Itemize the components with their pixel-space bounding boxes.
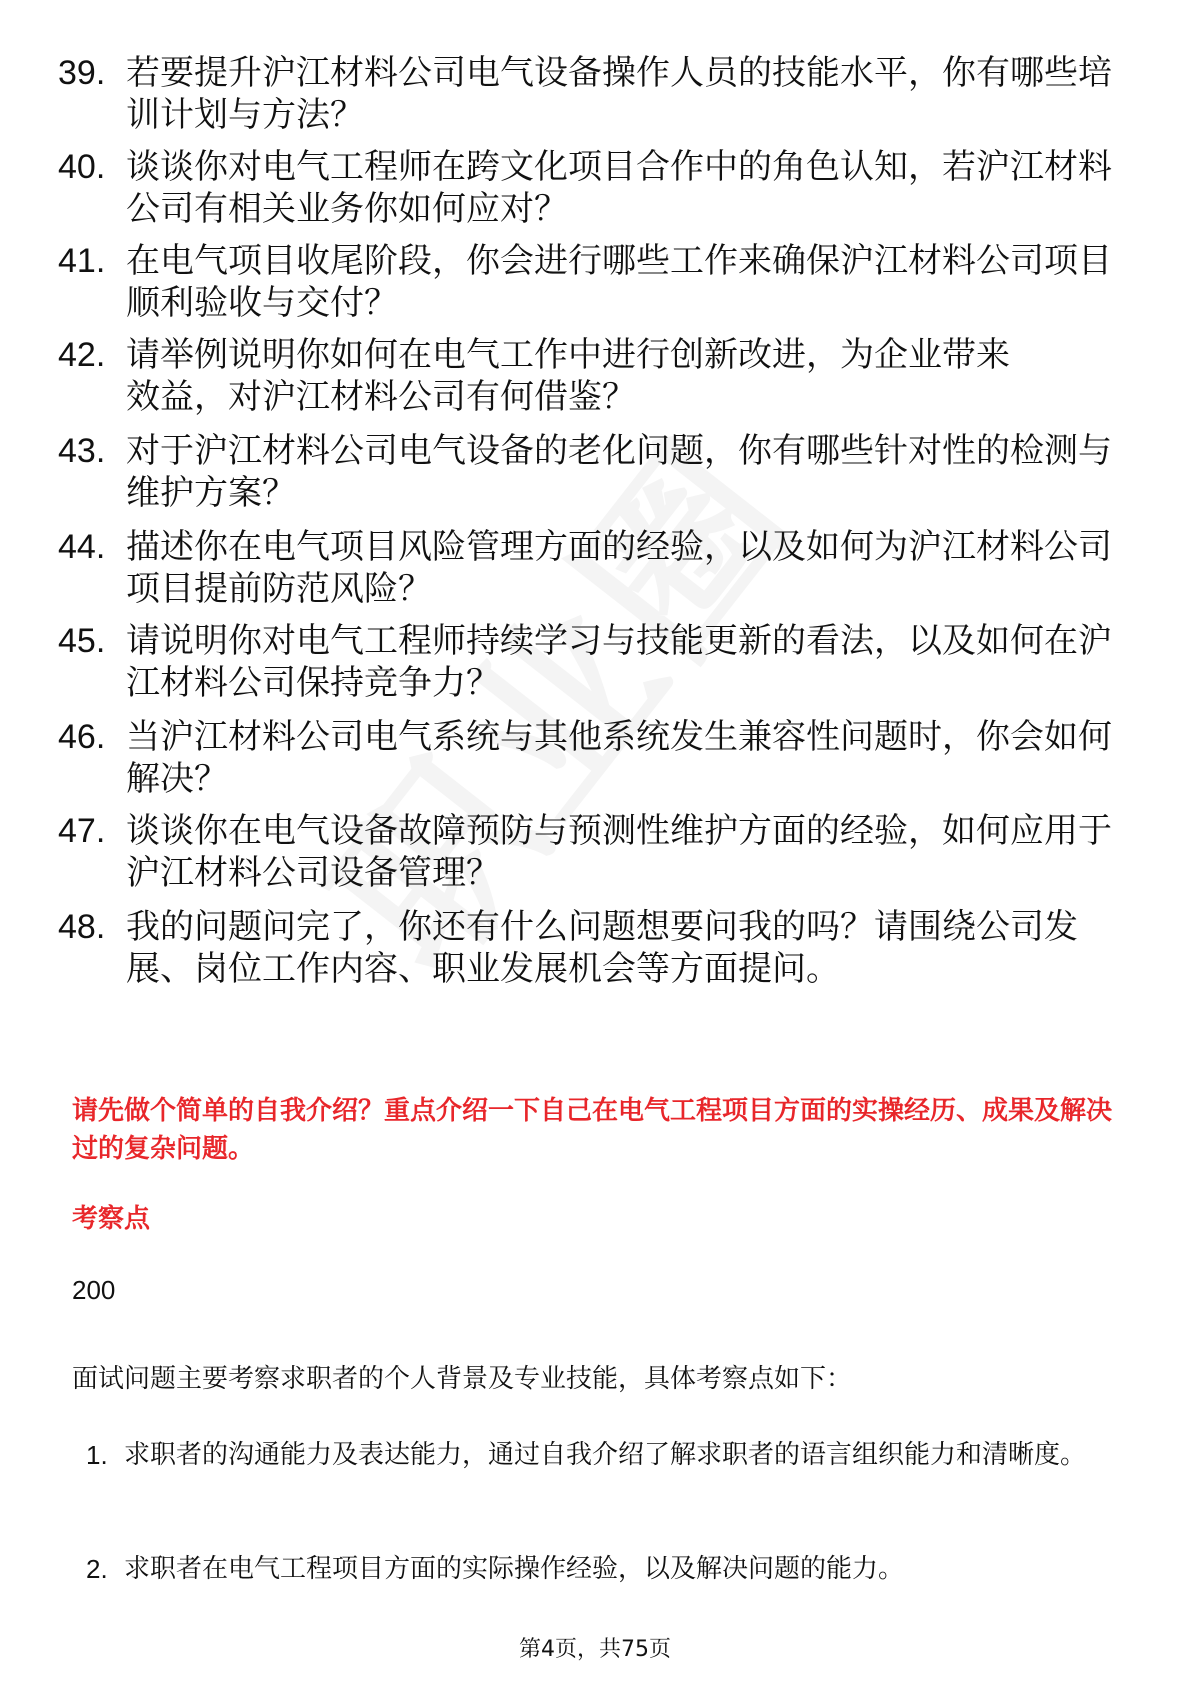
question-text: 描述你在电气项目风险管理方面的经验，以及如何为沪江材料公司项目提前防范风险？: [126, 527, 1112, 609]
question-item: [58, 240, 1118, 324]
question-number: 48.: [58, 908, 106, 946]
point-text: 求职者的沟通能力及表达能力，通过自我介绍了解求职者的语言组织能力和清晰度。: [124, 1440, 1087, 1470]
question-item: [58, 146, 1118, 230]
question-item: [58, 430, 1118, 514]
question-text: 当沪江材料公司电气系统与其他系统发生兼容性问题时，你会如何解决？: [126, 717, 1112, 799]
page-footer: 第4页，共75页: [519, 1637, 671, 1662]
question-number: 39.: [58, 54, 106, 92]
point-number: 1.: [86, 1440, 108, 1470]
question-item: [58, 716, 1118, 800]
question-number: 47.: [58, 812, 106, 850]
question-number: 45.: [58, 622, 106, 660]
question-item: [58, 906, 1118, 990]
question-text: 请说明你对电气工程师持续学习与技能更新的看法，以及如何在沪江材料公司保持竞争力？: [126, 621, 1112, 703]
question-number: 41.: [58, 242, 106, 280]
question-number: 46.: [58, 718, 106, 756]
question-item: [58, 526, 1118, 610]
question-number: 42.: [58, 336, 106, 374]
question-item: [58, 810, 1118, 894]
point-number: 2.: [86, 1554, 108, 1584]
question-item: [58, 52, 1118, 136]
assessment-point: [86, 1540, 1126, 1598]
assessment-point: [86, 1426, 1126, 1484]
question-text: 在电气项目收尾阶段，你会进行哪些工作来确保沪江材料公司项目顺利验收与交付？: [126, 241, 1112, 323]
question-number: 44.: [58, 528, 106, 566]
assessment-intro: 面试问题主要考察求职者的个人背景及专业技能，具体考察点如下：: [72, 1364, 853, 1394]
assessment-score: 200: [72, 1275, 116, 1305]
question-text: 我的问题问完了，你还有什么问题想要问我的吗？请围绕公司发展、岗位工作内容、职业发展机会等方面提问。: [126, 907, 1078, 989]
question-item: [58, 334, 1118, 418]
featured-question: 请先做个简单的自我介绍？重点介绍一下自己在电气工程项目方面的实操经历、成果及解决过的复杂问题。: [72, 1096, 1113, 1164]
question-text: 若要提升沪江材料公司电气设备操作人员的技能水平，你有哪些培训计划与方法？: [126, 53, 1112, 135]
question-number: 43.: [58, 432, 106, 470]
question-text: 谈谈你对电气工程师在跨文化项目合作中的角色认知，若沪江材料公司有相关业务你如何应对？: [126, 147, 1112, 229]
question-text: 谈谈你在电气设备故障预防与预测性维护方面的经验，如何应用于沪江材料公司设备管理？: [126, 811, 1112, 893]
question-number: 40.: [58, 148, 106, 186]
question-item: [58, 620, 1118, 704]
question-text: 对于沪江材料公司电气设备的老化问题，你有哪些针对性的检测与维护方案？: [126, 431, 1112, 513]
point-text: 求职者在电气工程项目方面的实际操作经验，以及解决问题的能力。: [124, 1554, 905, 1584]
question-text: 请举例说明你如何在电气工作中进行创新改进，为企业带来效益，对沪江材料公司有何借鉴？: [126, 335, 1010, 417]
assessment-label: 考察点: [72, 1204, 151, 1234]
